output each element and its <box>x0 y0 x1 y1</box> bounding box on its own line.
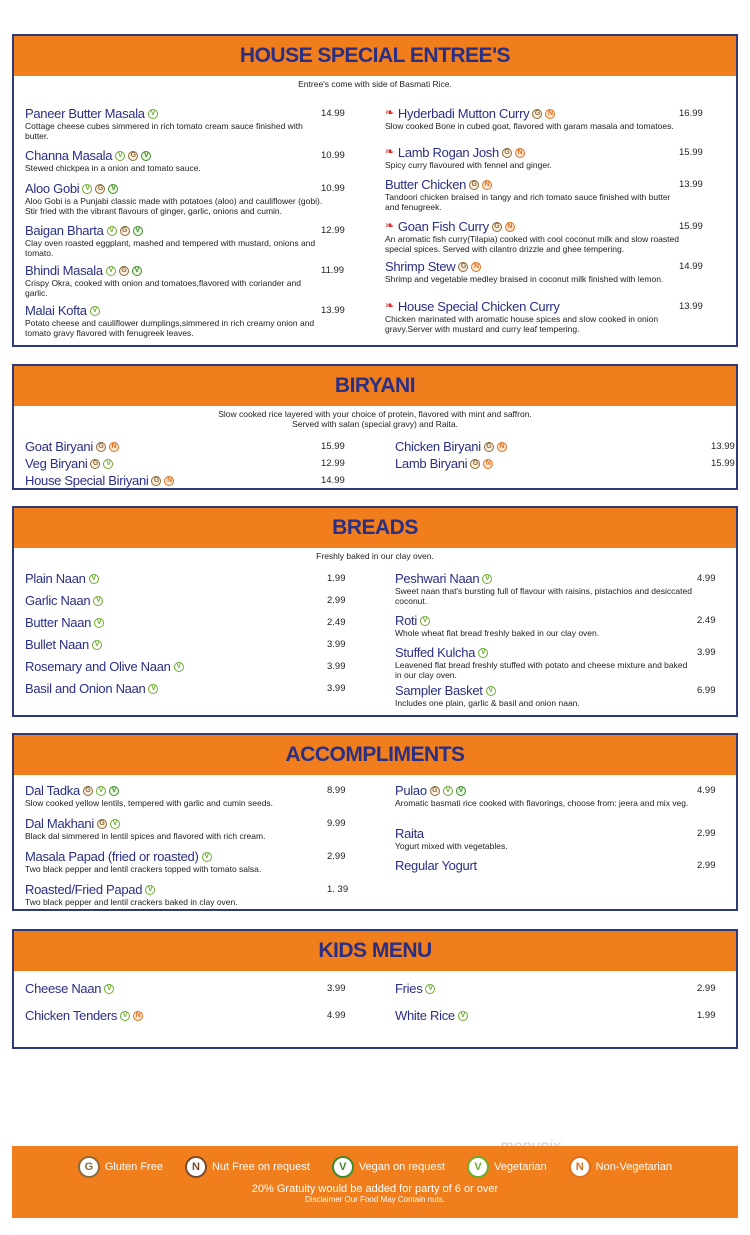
menu-item <box>25 148 355 173</box>
item-name-row <box>395 858 725 873</box>
item-price: 12.99 <box>321 225 345 236</box>
item-price: 2.99 <box>327 851 346 862</box>
item-price: 15.99 <box>679 147 703 158</box>
legend-item <box>569 1156 672 1178</box>
item-name-row <box>25 223 355 238</box>
legend-label: Gluten Free <box>104 1161 163 1173</box>
item-description: Aromatic basmati rice cooked with flavorings, choose from: jeera and mix veg. <box>395 798 689 808</box>
item-name: Lamb Biryani <box>395 456 468 471</box>
item-name: House Special Biriyani <box>25 473 149 488</box>
menu-item <box>25 181 355 216</box>
item-name-row <box>25 571 355 586</box>
vegan-icon: V <box>109 786 119 796</box>
menu-item <box>25 615 355 630</box>
legend-item <box>332 1156 445 1178</box>
item-name-row <box>395 645 725 660</box>
vegetarian-icon: V <box>482 574 492 584</box>
gluten-free-icon: G <box>95 184 105 194</box>
gluten-free-icon: G <box>120 226 130 236</box>
item-name: Shrimp Stew <box>385 259 456 274</box>
item-name-row <box>25 849 355 864</box>
house-special-subtitle: Entree's come with side of Basmati Rice. <box>298 79 452 89</box>
vegetarian-icon: V <box>103 459 113 469</box>
item-name: Pulao <box>395 783 427 798</box>
vegan-icon: V <box>141 151 151 161</box>
item-price: 16.99 <box>679 108 703 119</box>
kids-title: KIDS MENU <box>14 931 736 971</box>
item-name-row <box>25 882 355 897</box>
item-description: Potato cheese and cauliflower dumplings,simmered in rich creamy onion and tomato gravy flavored with fenugreek leaves. <box>25 318 315 338</box>
non-vegetarian-icon: N <box>569 1156 591 1178</box>
item-price: 4.99 <box>697 785 716 796</box>
vegetarian-icon: V <box>443 786 453 796</box>
item-name-row <box>385 177 715 192</box>
item-description: Yogurt mixed with vegetables. <box>395 841 508 851</box>
legend-label: Vegan on request <box>358 1161 446 1173</box>
gluten-free-icon: G <box>90 459 100 469</box>
item-description: Slow cooked Bone in cubed goat, flavored with garam masala and tomatoes. <box>385 121 674 131</box>
non-vegetarian-icon: N <box>497 442 507 452</box>
item-name: Aloo Gobi <box>25 181 80 196</box>
menu-item <box>385 145 715 170</box>
item-price: 2.49 <box>327 617 346 628</box>
menu-item <box>385 106 715 131</box>
item-name: Raita <box>395 826 424 841</box>
gluten-free-icon: G <box>119 266 129 276</box>
item-description: Leavened flat bread freshly stuffed with potato and cheese mixture and baked in our clay oven. <box>395 660 688 680</box>
menu-item <box>385 177 715 212</box>
item-description: Whole wheat flat bread freshly baked in our clay oven. <box>395 628 600 638</box>
item-name-row <box>395 571 725 586</box>
non-vegetarian-icon: N <box>483 459 493 469</box>
vegetarian-icon: V <box>106 266 116 276</box>
legend-label: Nut Free on request <box>211 1161 310 1173</box>
menu-item <box>395 645 725 680</box>
breads-section <box>12 506 738 717</box>
chili-icon: ❧ <box>385 300 394 312</box>
item-name-row <box>25 1008 355 1023</box>
menu-item <box>25 106 355 141</box>
menu-item <box>25 849 355 874</box>
item-price: 2.99 <box>697 860 716 871</box>
item-description: Chicken marinated with aromatic house spices and slow cooked in onion gravy.Server with mustard and curry leaf tempering. <box>385 314 659 334</box>
item-price: 3.99 <box>697 647 716 658</box>
item-name-row <box>395 826 725 841</box>
item-name-row <box>395 456 725 471</box>
item-name: House Special Chicken Curry <box>397 299 560 314</box>
item-name-row <box>25 615 355 630</box>
vegetarian-icon: V <box>82 184 92 194</box>
vegetarian-icon: V <box>120 1011 130 1021</box>
item-name-row <box>25 659 355 674</box>
item-name-row <box>25 783 355 798</box>
item-description: Shrimp and vegetable medley braised in coconut milk finished with lemon. <box>385 274 664 284</box>
item-name-row <box>385 259 715 274</box>
vegetarian-icon: V <box>148 109 158 119</box>
menu-item <box>395 783 725 808</box>
gluten-free-icon: G <box>492 222 502 232</box>
non-vegetarian-icon: N <box>545 109 555 119</box>
item-description: Two black pepper and lentil crackers baked in clay oven. <box>25 897 238 907</box>
menu-item <box>385 299 715 334</box>
item-name: Hyderbadi Mutton Curry <box>397 106 530 121</box>
vegetarian-icon: V <box>92 640 102 650</box>
item-price: 14.99 <box>321 108 345 119</box>
house-special-section <box>12 34 738 347</box>
item-price: 1.99 <box>697 1010 716 1021</box>
gluten-free-icon: G <box>151 476 161 486</box>
menu-item <box>25 473 355 488</box>
gluten-free-icon: G <box>470 459 480 469</box>
chili-icon: ❧ <box>385 146 394 158</box>
item-description: Two black pepper and lentil crackers topped with tomato salsa. <box>25 864 262 874</box>
item-name: Sampler Basket <box>395 683 483 698</box>
item-price: 3.99 <box>327 661 346 672</box>
menu-item <box>25 681 355 696</box>
item-price: 8.99 <box>327 785 346 796</box>
item-price: 13.99 <box>679 301 703 312</box>
menu-item <box>395 456 735 471</box>
vegetarian-icon: V <box>467 1156 489 1178</box>
item-price: 12.99 <box>321 458 345 469</box>
item-description: Spicy curry flavoured with fennel and ginger. <box>385 160 552 170</box>
item-price: 15.99 <box>321 441 345 452</box>
item-name-row <box>25 456 355 471</box>
vegetarian-icon: V <box>148 684 158 694</box>
biryani-title: BIRYANI <box>14 366 736 406</box>
item-name: Peshwari Naan <box>395 571 480 586</box>
menu-item <box>25 816 355 841</box>
item-name: Malai Kofta <box>25 303 87 318</box>
vegetarian-icon: V <box>458 1011 468 1021</box>
menu-item <box>25 223 355 258</box>
item-price: 4.99 <box>697 573 716 584</box>
item-name: Basil and Onion Naan <box>25 681 146 696</box>
chili-icon: ❧ <box>385 107 394 119</box>
chili-icon: ❧ <box>385 220 394 232</box>
accompliments-title: ACCOMPLIMENTS <box>14 735 736 775</box>
gluten-free-icon: G <box>532 109 542 119</box>
item-name-row <box>395 1008 725 1023</box>
non-vegetarian-icon: N <box>505 222 515 232</box>
legend-label: Non-Vegetarian <box>595 1161 673 1173</box>
menu-item <box>25 456 355 471</box>
menu-item <box>25 303 355 338</box>
item-name: Stuffed Kulcha <box>395 645 476 660</box>
item-price: 10.99 <box>321 183 345 194</box>
vegetarian-icon: V <box>93 596 103 606</box>
item-price: 2.49 <box>697 615 716 626</box>
item-name-row <box>385 106 715 121</box>
item-name: Veg Biryani <box>25 456 88 471</box>
item-price: 6.99 <box>697 685 716 696</box>
item-name-row <box>25 473 355 488</box>
vegetarian-icon: V <box>202 852 212 862</box>
item-price: 3.99 <box>327 983 346 994</box>
item-description: An aromatic fish curry(Tilapia) cooked with cool coconut milk and slow roasted special spices. Served with cilantro drizzle and ghee tempering. <box>385 234 680 254</box>
non-vegetarian-icon: N <box>164 476 174 486</box>
item-price: 15.99 <box>711 458 735 469</box>
item-description: Aloo Gobi is a Punjabi classic made with potatoes (aloo) and cauliflower (gobi). Stir fried with the vibrant flavours of ginger, garlic, onions and cumin. <box>25 196 323 216</box>
item-name: Regular Yogurt <box>395 858 477 873</box>
vegetarian-icon: V <box>90 306 100 316</box>
vegan-icon: V <box>133 226 143 236</box>
legend-item <box>467 1156 547 1178</box>
item-description: Cottage cheese cubes simmered in rich tomato cream sauce finished with butter. <box>25 121 303 141</box>
nut-free-icon: N <box>185 1156 207 1178</box>
kids-section <box>12 929 738 1049</box>
house-special-title: HOUSE SPECIAL ENTREE'S <box>14 36 736 76</box>
menu-item <box>395 613 725 638</box>
item-name-row <box>25 181 355 196</box>
vegetarian-icon: V <box>486 686 496 696</box>
item-price: 15.99 <box>679 221 703 232</box>
item-name-row <box>395 981 725 996</box>
item-name: Roti <box>395 613 417 628</box>
vegetarian-icon: V <box>107 226 117 236</box>
item-price: 11.99 <box>321 265 345 276</box>
item-name: White Rice <box>395 1008 455 1023</box>
breads-title: BREADS <box>14 508 736 548</box>
menu-item <box>25 439 355 454</box>
menu-item <box>25 659 355 674</box>
menu-item <box>395 571 725 606</box>
item-name-row <box>25 263 355 278</box>
item-name-row <box>395 683 725 698</box>
gratuity-note: 20% Gratuity would be added for party of 6 or over <box>251 1183 499 1195</box>
item-name: Channa Masala <box>25 148 113 163</box>
item-name: Fries <box>395 981 423 996</box>
item-name: Lamb Rogan Josh <box>397 145 499 160</box>
item-name: Chicken Tenders <box>25 1008 118 1023</box>
item-name: Chicken Biryani <box>395 439 481 454</box>
gluten-free-icon: G <box>96 442 106 452</box>
gluten-free-icon: G <box>502 148 512 158</box>
item-name: Goat Biryani <box>25 439 93 454</box>
vegan-icon: V <box>108 184 118 194</box>
gluten-free-icon: G <box>128 151 138 161</box>
item-name: Butter Naan <box>25 615 92 630</box>
non-vegetarian-icon: N <box>109 442 119 452</box>
menu-item <box>25 571 355 586</box>
item-name-row <box>25 593 355 608</box>
item-name-row <box>25 681 355 696</box>
item-description: Crispy Okra, cooked with onion and tomatoes,flavored with coriander and garlic. <box>25 278 301 298</box>
biryani-subtitle-2: Served with salan (special gravy) and Raita. <box>292 419 458 429</box>
vegan-icon: V <box>132 266 142 276</box>
item-name: Rosemary and Olive Naan <box>25 659 171 674</box>
item-price: 2.99 <box>327 595 346 606</box>
item-name: Bhindi Masala <box>25 263 103 278</box>
item-name: Roasted/Fried Papad <box>25 882 143 897</box>
item-name-row <box>25 637 355 652</box>
item-price: 13.99 <box>321 305 345 316</box>
gluten-free-icon: G <box>469 180 479 190</box>
gluten-free-icon: G <box>78 1156 100 1178</box>
vegetarian-icon: V <box>94 618 104 628</box>
item-name: Dal Makhani <box>25 816 94 831</box>
item-price: 4.99 <box>327 1010 346 1021</box>
item-name-row <box>25 439 355 454</box>
item-name-row <box>25 106 355 121</box>
item-name: Garlic Naan <box>25 593 91 608</box>
item-price: 14.99 <box>321 475 345 486</box>
legend-item <box>185 1156 310 1178</box>
item-price: 14.99 <box>679 261 703 272</box>
item-description: Includes one plain, garlic & basil and onion naan. <box>395 698 580 708</box>
legend <box>12 1146 738 1178</box>
item-name-row <box>25 303 355 318</box>
item-price: 9.99 <box>327 818 346 829</box>
item-name-row <box>385 219 715 234</box>
vegan-icon: V <box>332 1156 354 1178</box>
menu-item <box>25 981 355 996</box>
item-name: Plain Naan <box>25 571 86 586</box>
breads-subtitle: Freshly baked in our clay oven. <box>316 551 434 561</box>
item-name: Paneer Butter Masala <box>25 106 145 121</box>
item-description: Sweet naan that's bursting full of flavour with raisins, pistachios and desiccated coconut. <box>395 586 692 606</box>
menu-item <box>395 981 725 996</box>
legend-label: Vegetarian <box>494 1161 547 1173</box>
item-name-row <box>385 145 715 160</box>
disclaimer-note: Disclaimer Our Food May Contain nuts. <box>304 1195 446 1204</box>
item-name-row <box>395 613 725 628</box>
item-name: Baigan Bharta <box>25 223 104 238</box>
gluten-free-icon: G <box>97 819 107 829</box>
item-price: 3.99 <box>327 639 346 650</box>
menu-item <box>385 259 715 284</box>
item-price: 1. 39 <box>327 884 349 895</box>
gluten-free-icon: G <box>430 786 440 796</box>
gluten-free-icon: G <box>83 786 93 796</box>
menu-item <box>25 783 355 808</box>
non-vegetarian-icon: N <box>482 180 492 190</box>
gluten-free-icon: G <box>484 442 494 452</box>
item-price: 1.99 <box>327 573 346 584</box>
menu-item <box>25 593 355 608</box>
legend-item <box>78 1156 163 1178</box>
item-price: 2.99 <box>697 983 716 994</box>
item-name-row <box>385 299 715 314</box>
vegetarian-icon: V <box>420 616 430 626</box>
item-description: Stewed chickpea in a onion and tomato sauce. <box>25 163 201 173</box>
item-name: Butter Chicken <box>385 177 467 192</box>
non-vegetarian-icon: N <box>133 1011 143 1021</box>
item-price: 10.99 <box>321 150 345 161</box>
item-name-row <box>25 148 355 163</box>
legend-footer <box>12 1146 738 1218</box>
item-name-row <box>395 783 725 798</box>
accompliments-section <box>12 733 738 911</box>
vegetarian-icon: V <box>104 984 114 994</box>
menu-item <box>395 683 725 708</box>
item-name: Bullet Naan <box>25 637 89 652</box>
item-name-row <box>395 439 725 454</box>
vegetarian-icon: V <box>478 648 488 658</box>
vegetarian-icon: V <box>174 662 184 672</box>
item-name-row <box>25 981 355 996</box>
gluten-free-icon: G <box>458 262 468 272</box>
item-price: 13.99 <box>679 179 703 190</box>
vegetarian-icon: V <box>425 984 435 994</box>
menu-item <box>25 1008 355 1023</box>
vegan-icon: V <box>456 786 466 796</box>
vegetarian-icon: V <box>145 885 155 895</box>
item-price: 2.99 <box>697 828 716 839</box>
item-price: 3.99 <box>327 683 346 694</box>
menu-item <box>395 439 735 454</box>
item-description: Tandoori chicken braised in tangy and rich tomato sauce finished with butter and fenugreek. <box>385 192 671 212</box>
item-description: Clay oven roasted eggplant, mashed and tempered with mustard, onions and tomato. <box>25 238 316 258</box>
menu-item <box>395 858 725 873</box>
item-description: Slow cooked yellow lentils, tempered with garlic and cumin seeds. <box>25 798 274 808</box>
vegetarian-icon: V <box>115 151 125 161</box>
biryani-section <box>12 364 738 490</box>
non-vegetarian-icon: N <box>515 148 525 158</box>
vegetarian-icon: V <box>96 786 106 796</box>
menu-item <box>25 882 355 907</box>
item-name: Dal Tadka <box>25 783 80 798</box>
menu-item <box>25 263 355 298</box>
item-name: Cheese Naan <box>25 981 102 996</box>
menu-item <box>385 219 715 254</box>
menu-item <box>395 826 725 851</box>
item-name: Masala Papad (fried or roasted) <box>25 849 199 864</box>
item-name-row <box>25 816 355 831</box>
vegetarian-icon: V <box>89 574 99 584</box>
vegetarian-icon: V <box>110 819 120 829</box>
menu-item <box>25 637 355 652</box>
item-name: Goan Fish Curry <box>397 219 489 234</box>
item-price: 13.99 <box>711 441 735 452</box>
non-vegetarian-icon: N <box>471 262 481 272</box>
biryani-subtitle-1: Slow cooked rice layered with your choice of protein, flavored with mint and saffron. <box>218 409 532 419</box>
item-description: Black dal simmered in lentil spices and flavored with rich cream. <box>25 831 266 841</box>
menu-item <box>395 1008 725 1023</box>
